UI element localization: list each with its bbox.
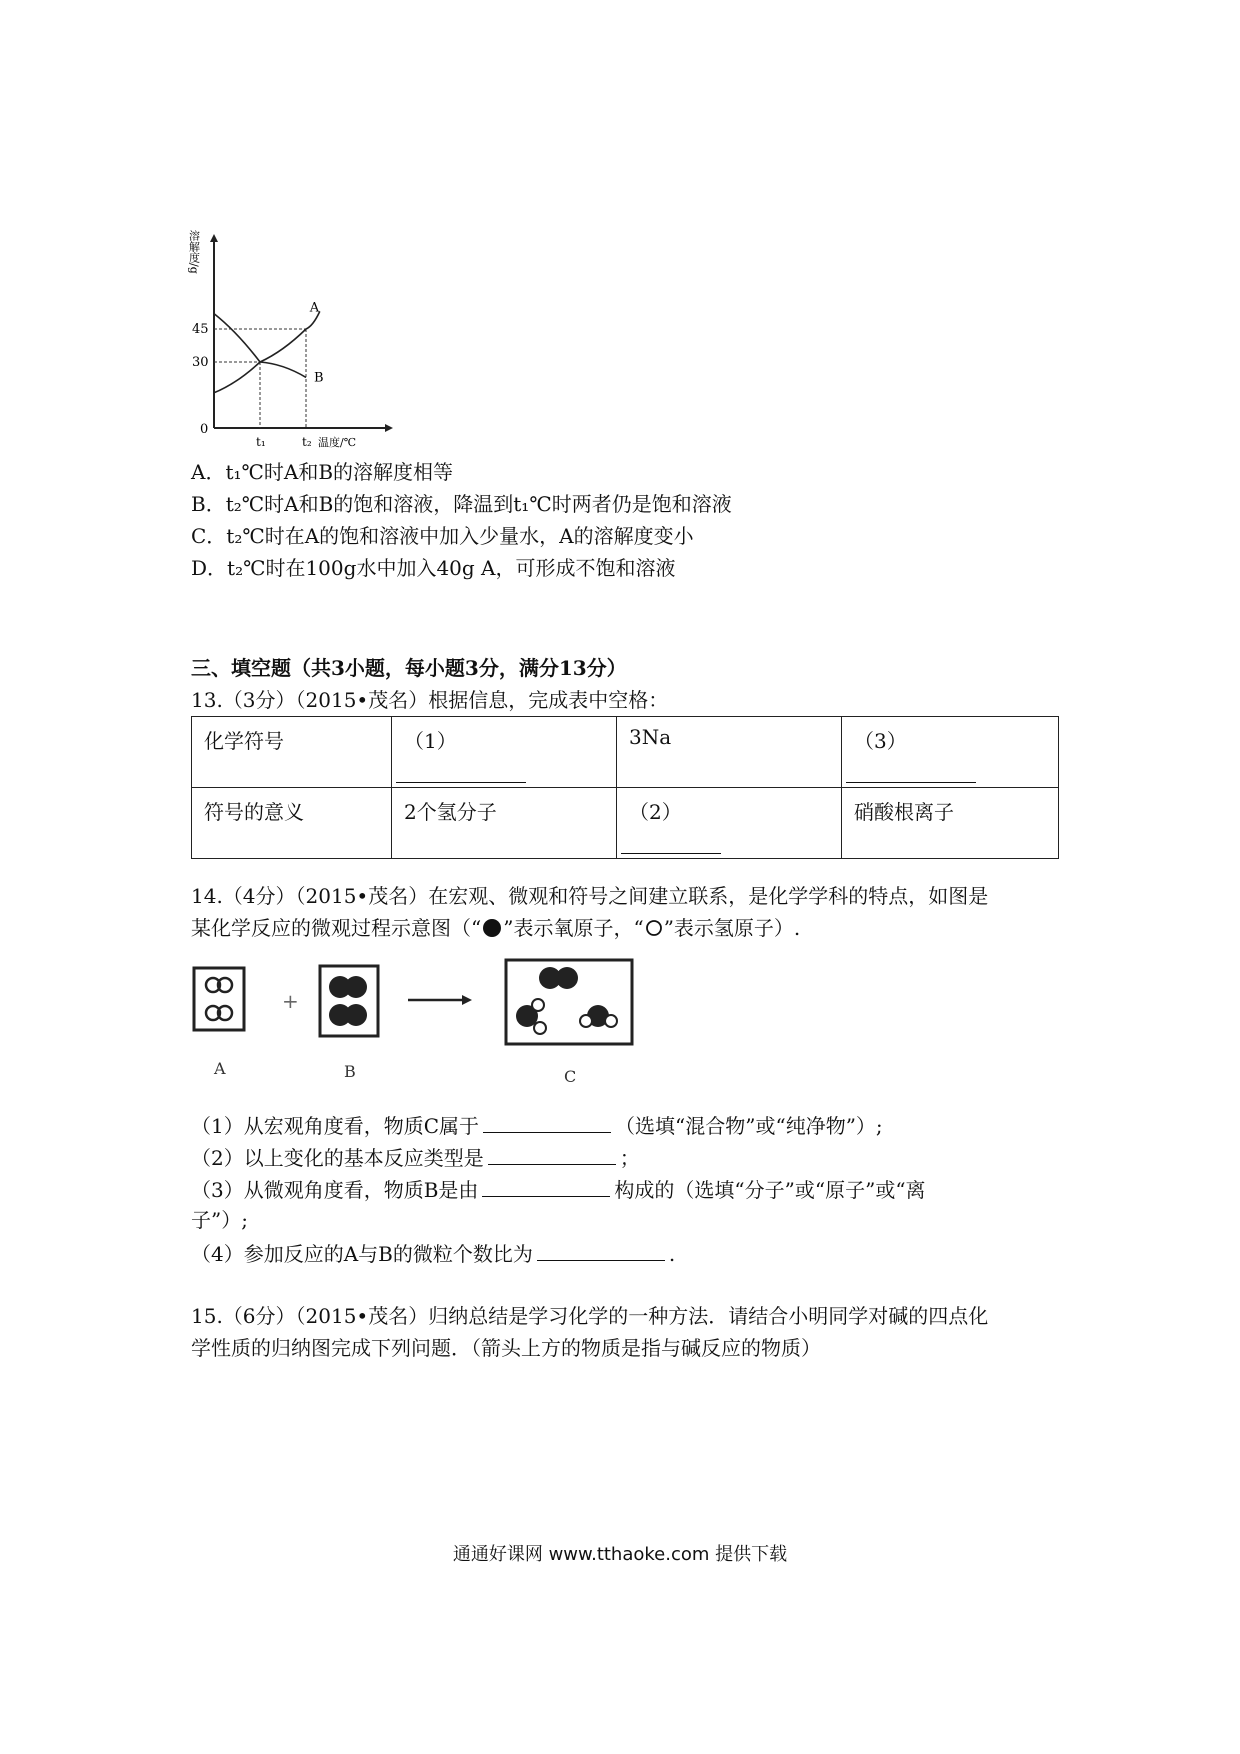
footer: 通通好课网 www.tthaoke.com 提供下载 [452, 1544, 788, 1565]
cell-label: 3Na [629, 725, 672, 749]
option-c: C．t₂℃时在A的饱和溶液中加入少量水，A的溶解度变小 [191, 524, 694, 548]
q14-sub4-a: （4）参加反应的A与B的微粒个数比为 [191, 1242, 533, 1266]
q13-table [191, 716, 1059, 859]
hydrogen-atom-icon [534, 1022, 546, 1034]
q14-sub2-a: （2）以上变化的基本反应类型是 [191, 1146, 484, 1170]
q14-line2-a: 某化学反应的微观过程示意图（“ [191, 916, 482, 940]
box-b [320, 966, 378, 1036]
y-tick-label: 30 [192, 355, 209, 370]
series-label-b: B [314, 370, 324, 386]
q14-line1: 14.（4分）（2015•茂名）在宏观、微观和符号之间建立联系，是化学学科的特点，如图是 [191, 884, 989, 908]
series-line-a [214, 311, 320, 392]
option-a: A．t₁℃时A和B的溶解度相等 [191, 460, 454, 484]
table-cell[interactable] [842, 717, 1059, 788]
table-cell[interactable] [392, 717, 617, 788]
series-label-a: A [309, 300, 320, 316]
q14-sub1-b: （选填“混合物”或“纯净物”）; [615, 1114, 883, 1138]
section-title: 三、填空题（共3小题，每小题3分，满分13分） [191, 656, 627, 680]
cell-label: （2） [629, 800, 682, 824]
label-c: C [564, 1067, 577, 1086]
table-cell [192, 717, 392, 788]
q14-sub3-cont: 子”）; [191, 1208, 248, 1232]
chart-ylabel: 溶解度/g [187, 230, 201, 274]
y-tick-label: 0 [200, 422, 209, 437]
table-cell[interactable] [617, 788, 842, 859]
cell-label: 符号的意义 [204, 800, 304, 824]
q14-sub1-a: （1）从宏观角度看，物质C属于 [191, 1114, 480, 1138]
plus-sign: + [282, 989, 299, 1013]
hydrogen-atom-icon [580, 1015, 592, 1027]
table-cell [392, 788, 617, 859]
q15-line1: 15.（6分）（2015•茂名）归纳总结是学习化学的一种方法．请结合小明同学对碱的四点化 [191, 1304, 989, 1328]
reaction-diagram [190, 958, 670, 1098]
x-tick-label: t₂ [302, 435, 312, 449]
oxygen-atom-icon [556, 967, 578, 989]
cell-label: （1） [404, 729, 457, 753]
arrow-icon [462, 995, 472, 1005]
q14-sub2 [191, 1142, 640, 1172]
option-b: B．t₂℃时A和B的饱和溶液，降温到t₁℃时两者仍是饱和溶液 [191, 492, 732, 516]
table-cell [617, 717, 842, 788]
cell-label: 硝酸根离子 [854, 800, 954, 824]
q14-sub3-a: （3）从微观角度看，物质B是由 [191, 1178, 479, 1202]
q15-line2: 学性质的归纳图完成下列问题．（箭头上方的物质是指与碱反应的物质） [191, 1336, 821, 1360]
table-cell [192, 788, 392, 859]
hydrogen-atom-icon [532, 999, 544, 1011]
q14-sub1 [191, 1110, 883, 1140]
x-axis-arrow-icon [385, 424, 393, 432]
box-a [194, 968, 244, 1030]
table-cell [842, 788, 1059, 859]
answer-blank-2[interactable] [488, 1142, 616, 1165]
q14-line2-b: ”表示氧原子，“ [503, 916, 644, 940]
q13-text: 13.（3分）（2015•茂名）根据信息，完成表中空格： [191, 688, 669, 712]
option-d: D．t₂℃时在100g水中加入40g A，可形成不饱和溶液 [191, 556, 676, 580]
oxygen-atom-icon [345, 976, 367, 998]
q14-sub4 [191, 1238, 675, 1268]
answer-blank-1[interactable] [483, 1110, 611, 1133]
chart-xlabel: 温度/℃ [318, 436, 357, 449]
q14-sub4-b: . [668, 1242, 676, 1266]
hydrogen-atom-icon [605, 1015, 617, 1027]
y-tick-label: 45 [192, 322, 209, 337]
answer-blank-3[interactable] [482, 1174, 610, 1197]
label-b: B [344, 1062, 356, 1081]
q14-line2 [191, 914, 800, 942]
table-row [192, 717, 1059, 788]
hydrogen-atom-icon [644, 918, 664, 938]
cell-label: 2个氢分子 [404, 800, 497, 824]
oxygen-atom-icon [345, 1004, 367, 1026]
cell-label: （3） [854, 729, 907, 753]
q14-sub3 [191, 1174, 926, 1204]
y-axis-arrow-icon [210, 234, 218, 242]
q14-line2-c: ”表示氢原子）. [663, 916, 801, 940]
x-tick-label: t₁ [256, 435, 266, 449]
cell-label: 化学符号 [204, 729, 284, 753]
table-row [192, 788, 1059, 859]
oxygen-atom-icon [481, 918, 503, 938]
q14-sub2-b: ； [619, 1146, 640, 1170]
solubility-chart [187, 228, 420, 449]
answer-blank-4[interactable] [537, 1238, 665, 1261]
q14-sub3-b: 构成的（选填“分子”或“原子”或“离 [614, 1178, 926, 1202]
label-a: A [214, 1059, 226, 1078]
